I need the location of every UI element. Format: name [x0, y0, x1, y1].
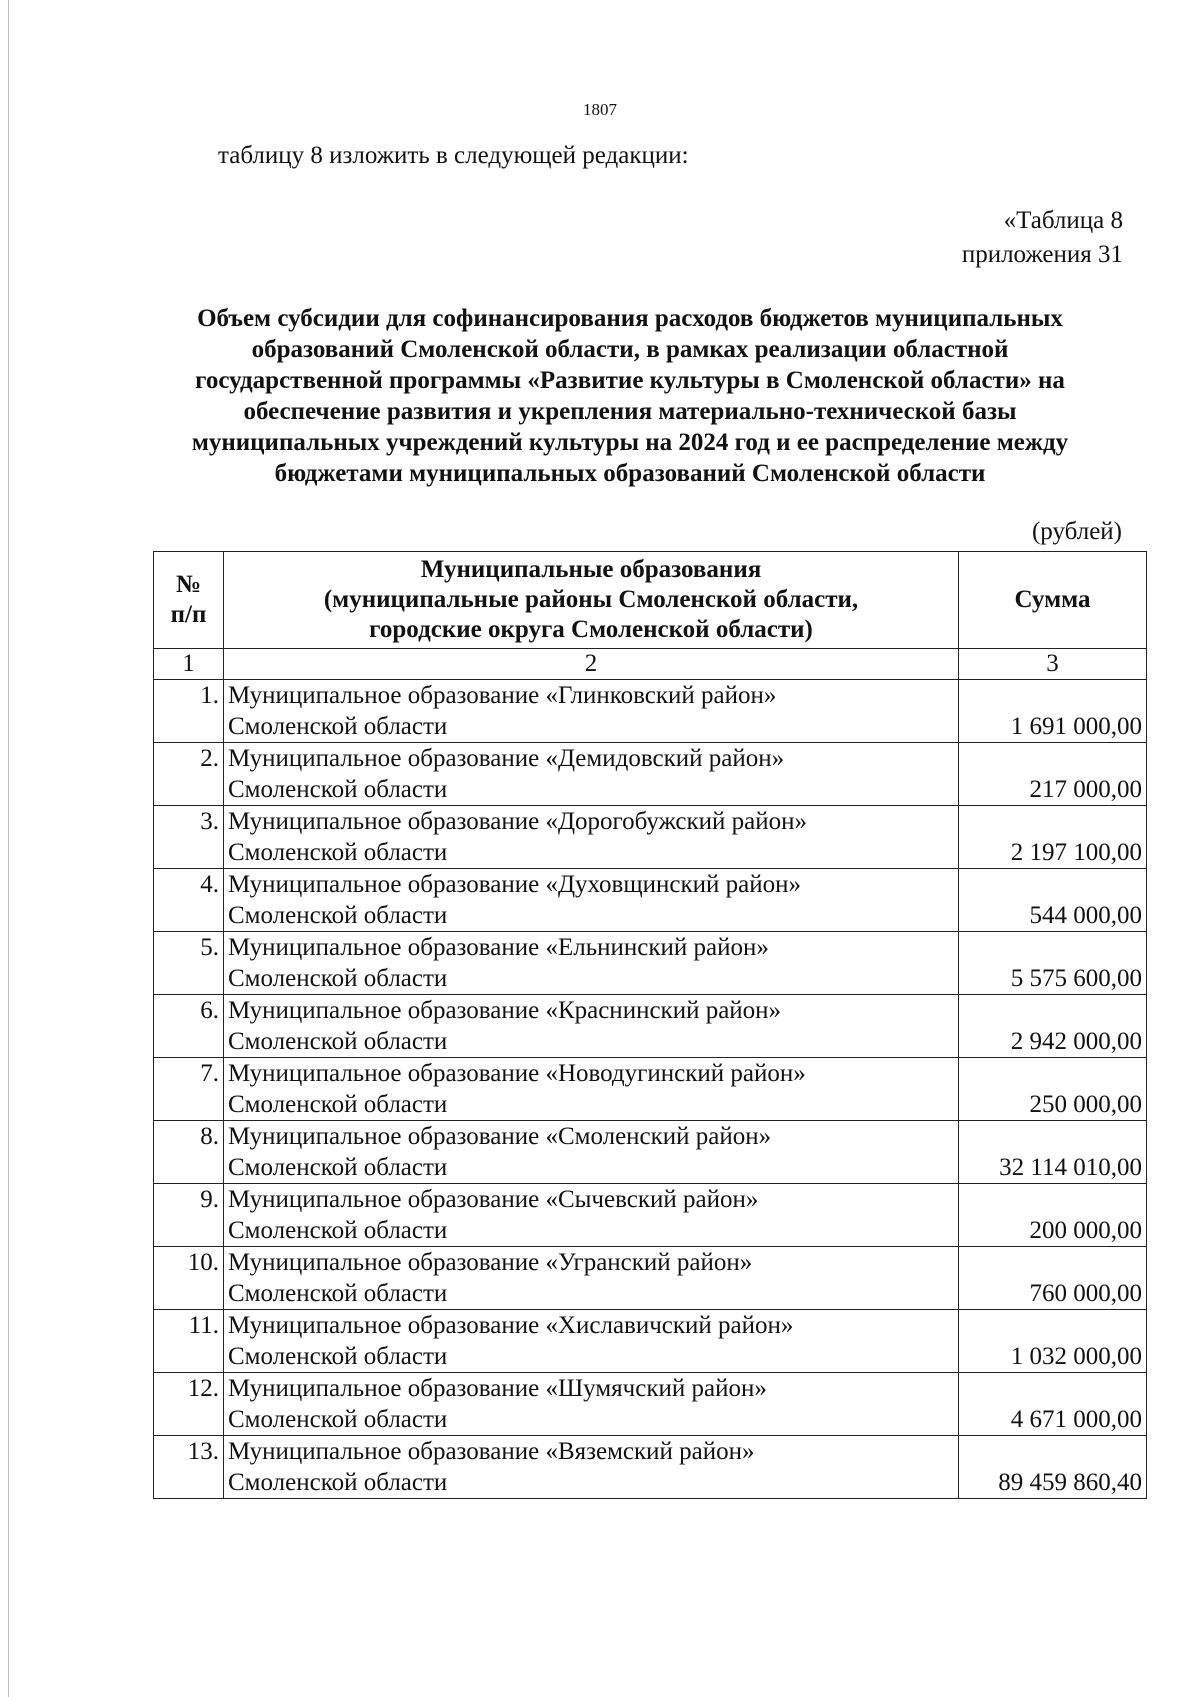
- table-row: [154, 932, 1147, 995]
- header-number-line: п/п: [170, 601, 207, 628]
- municipality-name-line: Муниципальное образование «Угранский район»: [228, 1249, 753, 1276]
- municipality-name: [224, 1247, 959, 1310]
- title-line: государственной программы «Развитие культуры в Смоленской области» на: [195, 367, 1065, 394]
- municipality-name-line: Смоленской области: [228, 713, 448, 740]
- municipality-name: [224, 680, 959, 743]
- header-municipality-line: (муниципальные районы Смоленской области,: [323, 586, 859, 613]
- column-number: 1: [154, 649, 224, 680]
- header-municipality: [224, 552, 959, 649]
- municipality-name-line: Муниципальное образование «Вяземский район»: [228, 1438, 755, 1465]
- municipality-name-line: Смоленской области: [228, 1217, 448, 1244]
- municipality-name-line: Муниципальное образование «Духовщинский район»: [228, 871, 801, 898]
- table-row: [154, 995, 1147, 1058]
- municipality-name-line: Муниципальное образование «Дорогобужский район»: [228, 808, 807, 835]
- municipality-name: [224, 1121, 959, 1184]
- table-row: [154, 1058, 1147, 1121]
- municipality-name: [224, 1184, 959, 1247]
- column-number-row: [154, 649, 1147, 680]
- title-line: Объем субсидии для софинансирования расходов бюджетов муниципальных: [197, 305, 1063, 332]
- municipality-name-line: Муниципальное образование «Демидовский район»: [228, 745, 785, 772]
- document-title: [140, 303, 1120, 489]
- municipality-name: [224, 1436, 959, 1499]
- intro-text: таблицу 8 изложить в следующей редакции:: [218, 142, 689, 169]
- municipality-name-line: Смоленской области: [228, 1280, 448, 1307]
- header-number: [154, 552, 224, 649]
- municipality-name: [224, 869, 959, 932]
- column-number: 3: [959, 649, 1147, 680]
- municipality-name-line: Муниципальное образование «Краснинский район»: [228, 997, 782, 1024]
- title-line: обеспечение развития и укрепления материально-технической базы: [243, 398, 1017, 425]
- municipality-name: [224, 1373, 959, 1436]
- municipality-name-line: Смоленской области: [228, 1154, 448, 1181]
- table-row: [154, 1373, 1147, 1436]
- subsidy-amount: 89 459 860,40: [959, 1436, 1147, 1499]
- municipality-name-line: Смоленской области: [228, 1028, 448, 1055]
- header-municipality-line: городские округа Смоленской области): [369, 616, 813, 643]
- table-caption-line: «Таблица 8: [1003, 207, 1123, 234]
- units-label: (рублей): [1031, 518, 1122, 545]
- subsidy-table: [153, 551, 1147, 1499]
- row-number: 3.: [154, 806, 224, 869]
- table-row: [154, 1436, 1147, 1499]
- header-number-line: №: [175, 571, 202, 598]
- subsidy-amount: 1 032 000,00: [959, 1310, 1147, 1373]
- row-number: 13.: [154, 1436, 224, 1499]
- municipality-name-line: Муниципальное образование «Сычевский район»: [228, 1186, 759, 1213]
- municipality-name-line: Муниципальное образование «Шумячский район»: [228, 1375, 767, 1402]
- subsidy-amount: 32 114 010,00: [959, 1121, 1147, 1184]
- municipality-name: [224, 743, 959, 806]
- row-number: 10.: [154, 1247, 224, 1310]
- municipality-name-line: Смоленской области: [228, 776, 448, 803]
- subsidy-amount: 4 671 000,00: [959, 1373, 1147, 1436]
- municipality-name-line: Муниципальное образование «Ельнинский район»: [228, 934, 769, 961]
- table-caption-line: приложения 31: [961, 241, 1123, 268]
- table-caption: [962, 204, 1123, 272]
- row-number: 2.: [154, 743, 224, 806]
- header-sum: Сумма: [959, 552, 1147, 649]
- municipality-name-line: Смоленской области: [228, 1469, 448, 1496]
- municipality-name-line: Смоленской области: [228, 839, 448, 866]
- row-number: 12.: [154, 1373, 224, 1436]
- municipality-name-line: Муниципальное образование «Смоленский район»: [228, 1123, 772, 1150]
- municipality-name-line: Смоленской области: [228, 1091, 448, 1118]
- subsidy-amount: 217 000,00: [959, 743, 1147, 806]
- table-row: [154, 1310, 1147, 1373]
- municipality-name: [224, 806, 959, 869]
- municipality-name: [224, 932, 959, 995]
- row-number: 5.: [154, 932, 224, 995]
- table-header-row: [154, 552, 1147, 649]
- column-number: 2: [224, 649, 959, 680]
- subsidy-amount: 200 000,00: [959, 1184, 1147, 1247]
- municipality-name-line: Муниципальное образование «Новодугинский район»: [228, 1060, 806, 1087]
- subsidy-amount: 250 000,00: [959, 1058, 1147, 1121]
- table-row: [154, 680, 1147, 743]
- municipality-name-line: Смоленской области: [228, 965, 448, 992]
- table-row: [154, 806, 1147, 869]
- table-row: [154, 743, 1147, 806]
- subsidy-amount: 2 197 100,00: [959, 806, 1147, 869]
- subsidy-amount: 5 575 600,00: [959, 932, 1147, 995]
- municipality-name: [224, 1310, 959, 1373]
- row-number: 11.: [154, 1310, 224, 1373]
- subsidy-amount: 2 942 000,00: [959, 995, 1147, 1058]
- title-line: образований Смоленской области, в рамках реализации областной: [251, 336, 1009, 363]
- municipality-name-line: Смоленской области: [228, 902, 448, 929]
- row-number: 7.: [154, 1058, 224, 1121]
- municipality-name-line: Муниципальное образование «Хиславичский район»: [228, 1312, 794, 1339]
- table-row: [154, 1247, 1147, 1310]
- municipality-name: [224, 995, 959, 1058]
- table-row: [154, 1121, 1147, 1184]
- page-edge-line: [8, 0, 9, 1697]
- row-number: 8.: [154, 1121, 224, 1184]
- subsidy-amount: 760 000,00: [959, 1247, 1147, 1310]
- row-number: 4.: [154, 869, 224, 932]
- row-number: 9.: [154, 1184, 224, 1247]
- subsidy-amount: 544 000,00: [959, 869, 1147, 932]
- row-number: 1.: [154, 680, 224, 743]
- page-number: 1807: [583, 100, 617, 119]
- municipality-name: [224, 1058, 959, 1121]
- municipality-name-line: Смоленской области: [228, 1406, 448, 1433]
- title-line: муниципальных учреждений культуры на 2024 год и ее распределение между: [191, 429, 1069, 456]
- table-row: [154, 869, 1147, 932]
- row-number: 6.: [154, 995, 224, 1058]
- table-row: [154, 1184, 1147, 1247]
- municipality-name-line: Смоленской области: [228, 1343, 448, 1370]
- municipality-name-line: Муниципальное образование «Глинковский район»: [228, 682, 777, 709]
- header-municipality-line: Муниципальные образования: [420, 556, 762, 583]
- title-line: бюджетами муниципальных образований Смоленской области: [274, 460, 986, 487]
- subsidy-amount: 1 691 000,00: [959, 680, 1147, 743]
